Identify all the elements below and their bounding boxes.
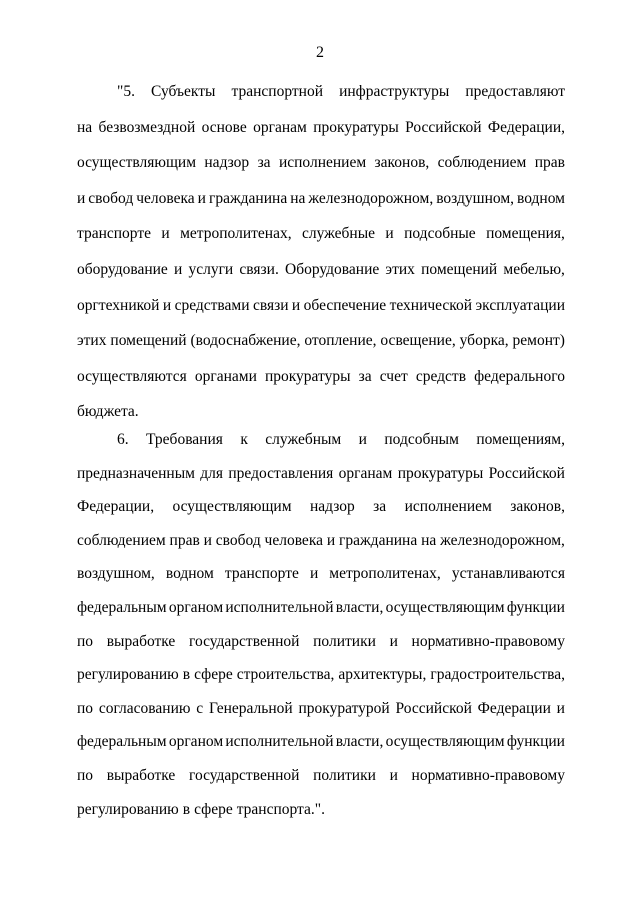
text-line: по выработке государственной политики и нормативно-правовому: [77, 633, 565, 650]
text-line: бюджета.: [77, 403, 139, 420]
page-number: 2: [316, 44, 324, 61]
text-line: воздушном, водном транспорте и метрополитенах, устанавливаются: [77, 565, 565, 582]
text-line: оборудование и услуги связи. Оборудование этих помещений мебелью,: [77, 261, 565, 278]
text-line: соблюдением прав и свобод человека и гражданина на железнодорожном,: [77, 532, 565, 549]
text-line: федеральным органом исполнительной власти, осуществляющим функции: [77, 599, 565, 616]
text-line: на безвозмездной основе органам прокуратуры Российской Федерации,: [77, 119, 565, 136]
text-line: осуществляются органами прокуратуры за счет средств федерального: [77, 368, 565, 385]
text-line: этих помещений (водоснабжение, отопление, освещение, уборка, ремонт): [77, 332, 565, 349]
text-line: "5. Субъекты транспортной инфраструктуры предоставляют: [117, 83, 565, 100]
text-line: федеральным органом исполнительной власти, осуществляющим функции: [77, 733, 565, 750]
text-line: Федерации, осуществляющим надзор за исполнением законов,: [77, 498, 565, 515]
text-line: по выработке государственной политики и нормативно-правовому: [77, 767, 565, 784]
text-line: регулированию в сфере транспорта.".: [77, 801, 325, 818]
text-line: по согласованию с Генеральной прокуратурой Российской Федерации и: [77, 700, 565, 717]
text-line: и свобод человека и гражданина на железнодорожном, воздушном, водном: [77, 190, 565, 207]
text-line: регулированию в сфере строительства, архитектуры, градостроительства,: [77, 666, 565, 683]
text-line: оргтехникой и средствами связи и обеспечение технической эксплуатации: [77, 297, 565, 314]
text-line: 6. Требования к служебным и подсобным помещениям,: [117, 431, 565, 448]
text-line: предназначенным для предоставления органам прокуратуры Российской: [77, 465, 565, 482]
text-line: осуществляющим надзор за исполнением законов, соблюдением прав: [77, 154, 565, 171]
text-line: транспорте и метрополитенах, служебные и подсобные помещения,: [77, 225, 565, 242]
